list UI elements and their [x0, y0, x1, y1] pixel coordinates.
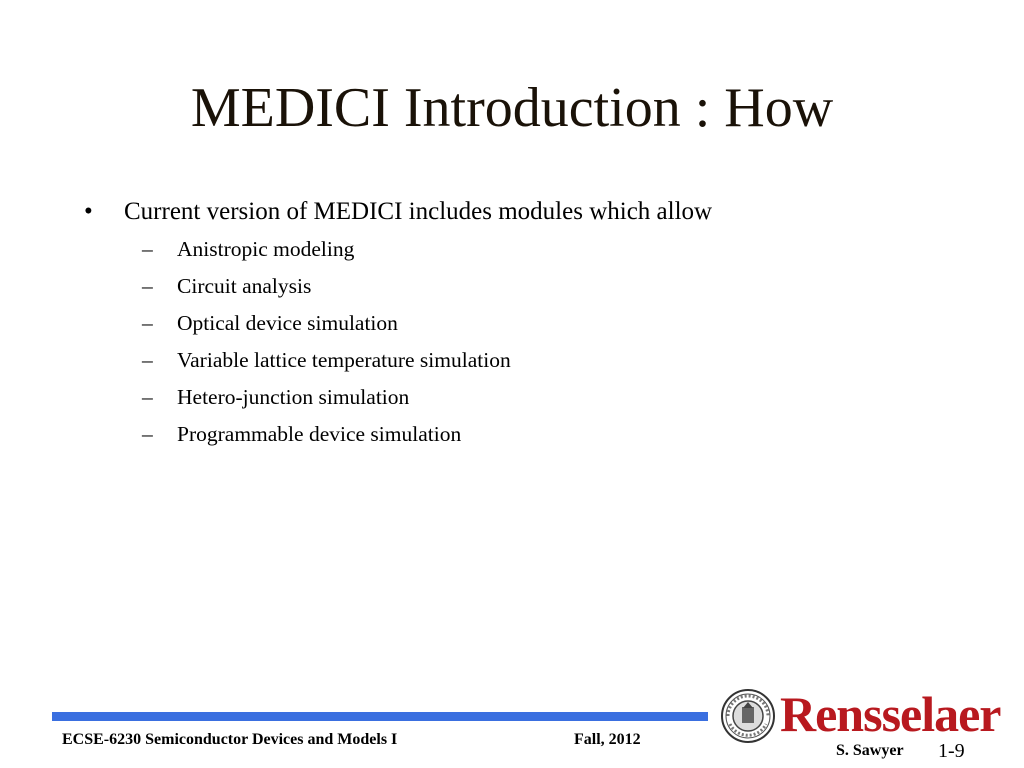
sub-item-text: Variable lattice temperature simulation [177, 348, 511, 372]
sub-item [142, 308, 964, 345]
sub-item [142, 382, 964, 419]
slide-title: MEDICI Introduction : How [190, 77, 834, 139]
sub-item-text: Programmable device simulation [177, 422, 462, 446]
sub-list [142, 234, 964, 456]
sub-item-text: Optical device simulation [177, 311, 398, 335]
dash-marker: – [142, 237, 153, 261]
dash-marker: – [142, 348, 153, 372]
slide-content [84, 196, 964, 456]
page-number: 1-9 [938, 740, 965, 762]
footer-author: S. Sawyer [836, 742, 904, 759]
dash-marker: – [142, 422, 153, 446]
dash-marker: – [142, 311, 153, 335]
sub-item [142, 419, 964, 456]
institute-seal-icon [720, 688, 776, 744]
sub-item-text: Hetero-junction simulation [177, 385, 410, 409]
sub-item-text: Circuit analysis [177, 274, 312, 298]
sub-item [142, 234, 964, 271]
bullet-item [84, 196, 964, 232]
footer-course: ECSE-6230 Semiconductor Devices and Models I [62, 731, 398, 748]
dash-marker: – [142, 385, 153, 409]
footer-term: Fall, 2012 [574, 731, 641, 748]
sub-item [142, 271, 964, 308]
brand-logo: Rensselaer [780, 686, 1001, 742]
bullet-text: Current version of MEDICI includes modules which allow [124, 198, 713, 225]
sub-item [142, 345, 964, 382]
bullet-marker: • [84, 198, 93, 225]
dash-marker: – [142, 274, 153, 298]
sub-item-text: Anistropic modeling [177, 237, 355, 261]
footer-divider-bar [52, 712, 708, 721]
